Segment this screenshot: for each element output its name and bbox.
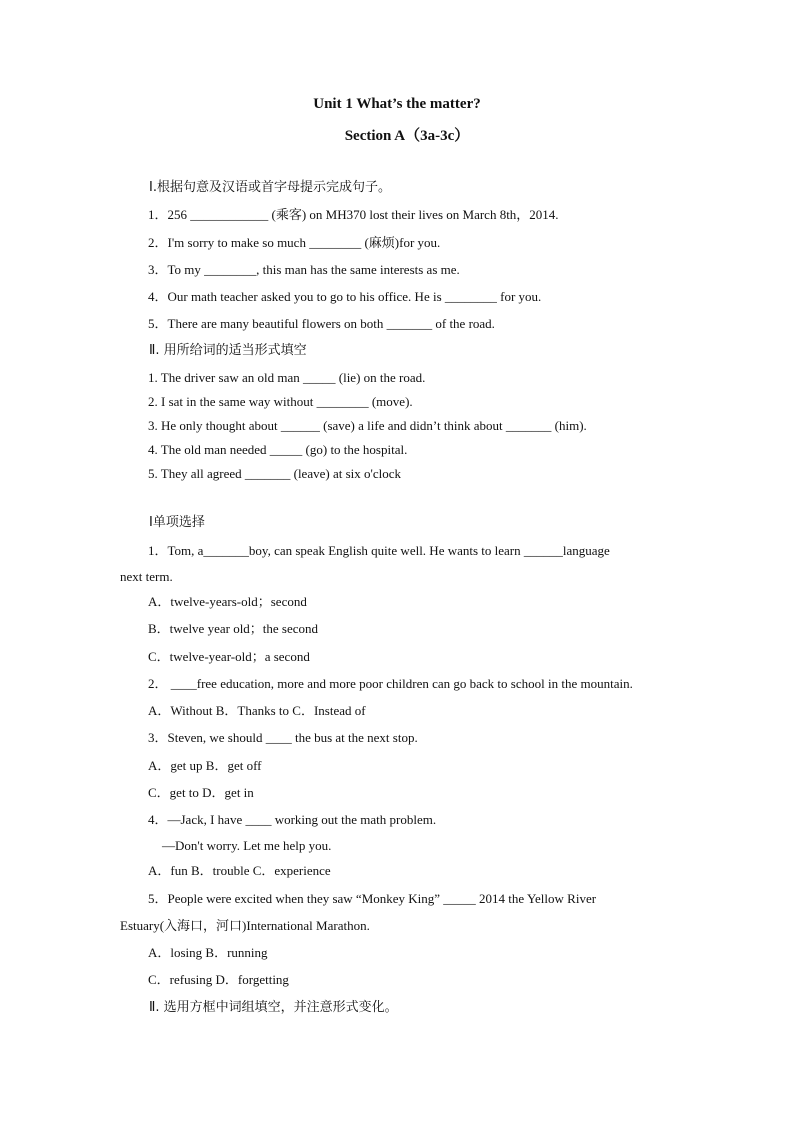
option-line: A．Without B．Thanks to C．Instead of (148, 703, 366, 718)
question-line: 1. The driver saw an old man _____ (lie) on the road. (148, 370, 426, 385)
question-line: 2. I sat in the same way without ________ (move). (148, 394, 413, 409)
option-line: C．twelve-year-old；a second (148, 649, 310, 664)
question-line: 2．I'm sorry to make so much ________ (麻烦)for you. (148, 235, 441, 250)
option-line: C．get to D．get in (148, 785, 254, 800)
question-line: Estuary(入海口，河口)International Marathon. (120, 918, 370, 933)
question-line: 2． ____free education, more and more poor children can go back to school in the mountain. (148, 676, 633, 691)
question-line: —Don't worry. Let me help you. (162, 838, 332, 853)
question-line: 1．256 ____________ (乘客) on MH370 lost their lives on March 8th，2014. (148, 207, 559, 222)
question-line: 5. They all agreed _______ (leave) at six o'clock (148, 466, 401, 481)
section-heading-3: Ⅰ单项选择 (149, 515, 205, 530)
question-line: 4．Our math teacher asked you to go to his office. He is ________ for you. (148, 289, 542, 304)
question-line: 1．Tom, a_______boy, can speak English quite well. He wants to learn ______language (148, 543, 610, 558)
question-line: 4. The old man needed _____ (go) to the hospital. (148, 442, 408, 457)
question-line: 3．Steven, we should ____ the bus at the next stop. (148, 730, 418, 745)
question-line: 4．—Jack, I have ____ working out the math problem. (148, 812, 437, 827)
question-line: 3．To my ________, this man has the same interests as me. (148, 262, 460, 277)
option-line: A．twelve-years-old；second (148, 594, 307, 609)
option-line: A．losing B．running (148, 945, 268, 960)
question-line: 5．There are many beautiful flowers on both _______ of the road. (148, 316, 495, 331)
option-line: C．refusing D．forgetting (148, 972, 289, 987)
option-line: A．fun B．trouble C．experience (148, 863, 331, 878)
page-subtitle: Section A（3a-3c） (344, 128, 470, 144)
question-line: 5．People were excited when they saw “Monkey King” _____ 2014 the Yellow River (148, 891, 597, 906)
question-line: next term. (120, 569, 173, 584)
option-line: A．get up B．get off (148, 758, 262, 773)
section-heading-4: Ⅱ. 选用方框中词组填空，并注意形式变化。 (149, 1000, 398, 1015)
section-heading-2: Ⅱ. 用所给词的适当形式填空 (149, 343, 307, 358)
option-line: B．twelve year old；the second (148, 621, 319, 636)
question-line: 3. He only thought about ______ (save) a life and didn’t think about _______ (him). (148, 418, 587, 433)
page-title: Unit 1 What’s the matter? (313, 96, 481, 112)
section-heading-1: Ⅰ.根据句意及汉语或首字母提示完成句子。 (149, 180, 391, 195)
